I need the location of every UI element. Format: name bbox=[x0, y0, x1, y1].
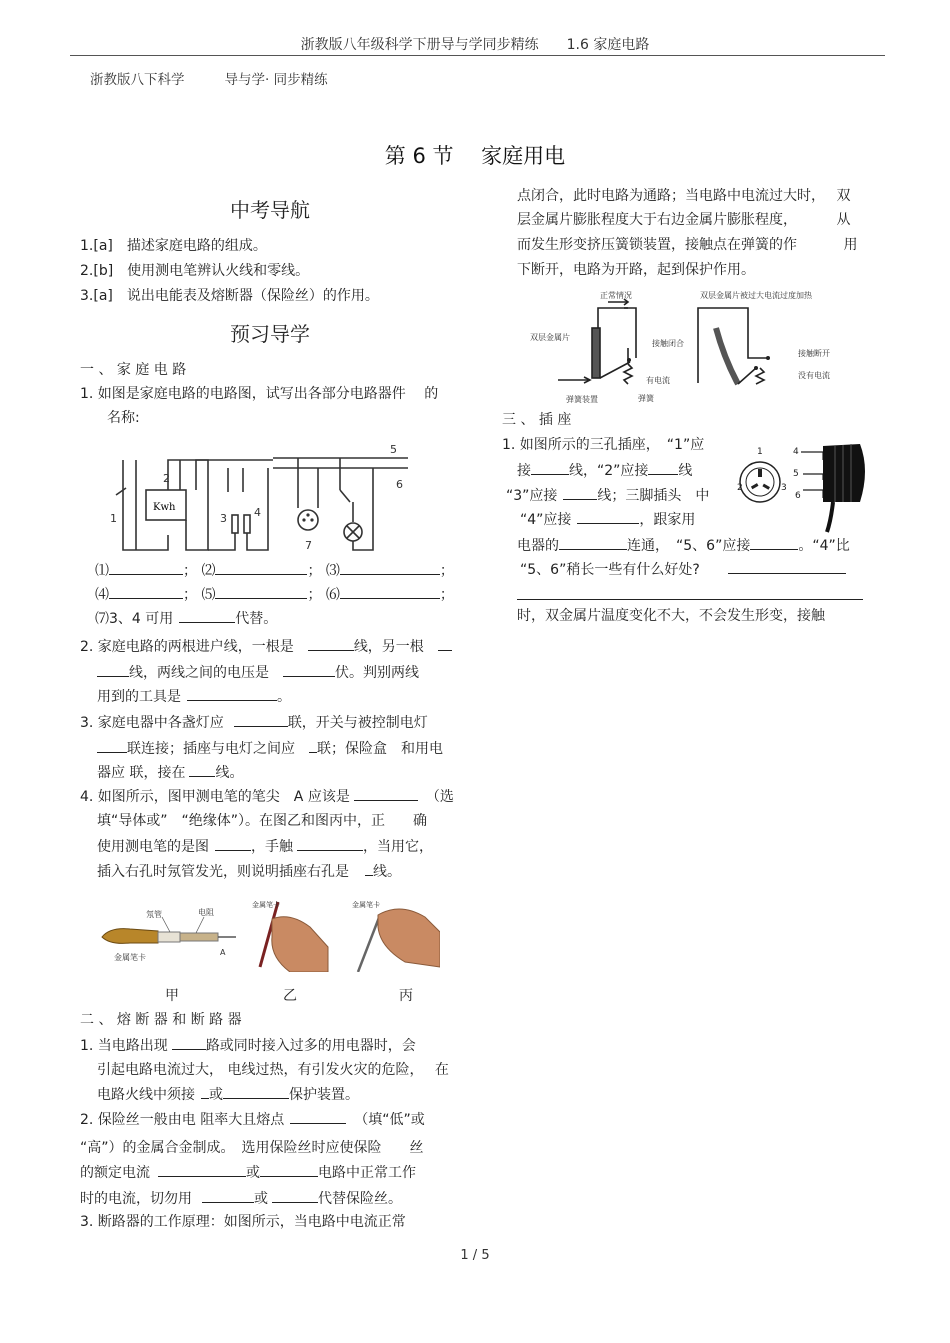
breaker-label-bimetal: 双层金属片 bbox=[530, 333, 570, 342]
text: 线 bbox=[678, 463, 693, 479]
text: 线。 bbox=[215, 765, 244, 781]
test-pen-figure-yi bbox=[250, 897, 330, 972]
fill-2-label: ⑵ bbox=[201, 563, 216, 579]
circuit-diagram bbox=[108, 440, 418, 555]
breaker-label-open: 接触断开 bbox=[798, 349, 830, 358]
text: 路或同时接入过多的用电器时，会 bbox=[205, 1038, 416, 1054]
s1-q3-line3 bbox=[97, 762, 243, 783]
breaker-label-closed: 接触闭合 bbox=[652, 339, 684, 348]
circuit-label-2: 2 bbox=[163, 472, 170, 485]
plug-label-6: 6 bbox=[795, 491, 801, 501]
text: ，跟家用 bbox=[639, 512, 696, 528]
text: 线，两线之间的电压是 bbox=[129, 665, 269, 681]
text: ，手触 bbox=[251, 839, 293, 855]
s2-q1-line3 bbox=[97, 1084, 359, 1105]
test-pen-figure-jia bbox=[100, 905, 240, 967]
breaker-label-normal: 正常情况 bbox=[600, 291, 632, 300]
fill-3-label: ⑶ bbox=[325, 563, 340, 579]
text: 联；保险盒 和用电 bbox=[317, 741, 443, 757]
text: 。“4”比 bbox=[798, 538, 850, 554]
circuit-label-7: 7 bbox=[305, 539, 312, 552]
text: 1. 当电路出现 bbox=[80, 1038, 168, 1054]
text: 用到的工具是 bbox=[97, 689, 181, 705]
s1-q2-line1 bbox=[80, 636, 452, 657]
plug-label-5: 5 bbox=[793, 469, 799, 479]
sub-header bbox=[90, 68, 328, 88]
text: 联连接；插座与电灯之间应 bbox=[127, 741, 295, 757]
s2-q1-line2: 引起电路电流过大， 电线过热，有引发火灾的危险， 在 bbox=[97, 1062, 449, 1078]
fill-row-2 bbox=[95, 584, 454, 605]
s1-q2-line3 bbox=[97, 686, 291, 707]
nav-heading: 中考导航 bbox=[230, 198, 310, 222]
s2-q2-line2: “高”）的金属合金制成。 选用保险丝时应使保险 丝 bbox=[80, 1140, 424, 1156]
semi: ； bbox=[307, 587, 322, 603]
text: 线。 bbox=[373, 864, 401, 880]
s2-q2-line3 bbox=[80, 1162, 416, 1183]
s1-q4-line2: 填“导体或” “绝缘体”）。在图乙和图丙中，正 确 bbox=[97, 813, 428, 829]
text: 。 bbox=[277, 689, 291, 705]
breaker-text-1: 点闭合，此时电路为通路；当电路中电流过大时， 双 bbox=[517, 188, 851, 204]
fill-7-tail: 代替。 bbox=[235, 611, 278, 627]
sub-header-right: 导与学· 同步精练 bbox=[224, 72, 328, 88]
tip-label: A bbox=[220, 948, 226, 957]
section3-heading: 三 、 插 座 bbox=[502, 412, 572, 428]
section2-heading: 二 、 熔 断 器 和 断 路 器 bbox=[80, 1012, 242, 1028]
text: 时的电流，切勿用 bbox=[80, 1191, 192, 1207]
s3-q1-line4 bbox=[520, 509, 695, 530]
preview-heading: 预习导学 bbox=[230, 322, 310, 346]
test-pen-figure-bing bbox=[350, 897, 440, 972]
text: 或 bbox=[246, 1165, 260, 1181]
fill-row-1 bbox=[95, 560, 454, 581]
s1-q2-line2 bbox=[97, 662, 419, 683]
s1-q4-line4 bbox=[97, 861, 401, 882]
text: 插入右孔时氖管发光，则说明插座右孔是 bbox=[97, 864, 349, 880]
page-number: 1 / 5 bbox=[460, 1248, 490, 1263]
s2-q2-line1 bbox=[80, 1109, 425, 1130]
text: 电路中正常工作 bbox=[318, 1165, 416, 1181]
caption-jia: 甲 bbox=[165, 988, 179, 1004]
s1-q3-line2 bbox=[97, 738, 443, 759]
text: ，当用它， bbox=[363, 839, 433, 855]
s3-q1-line3 bbox=[506, 485, 709, 506]
breaker-label-over: 双层金属片被过大电流过度加热 bbox=[700, 291, 812, 300]
socket-label-1: 1 bbox=[757, 447, 763, 457]
s2-q1-line1 bbox=[80, 1035, 416, 1056]
text: 线，“2”应接 bbox=[569, 463, 649, 479]
text: 保护装置。 bbox=[289, 1087, 359, 1103]
breaker-label-spring: 弹簧 bbox=[638, 394, 654, 403]
text: 代替保险丝。 bbox=[318, 1191, 402, 1207]
circuit-label-6: 6 bbox=[396, 478, 403, 491]
text: “4”应接 bbox=[520, 512, 572, 528]
text: 电路火线中须接 bbox=[97, 1087, 195, 1103]
text: 或 bbox=[209, 1087, 223, 1103]
semi: ； bbox=[307, 563, 322, 579]
semi: ； bbox=[439, 587, 454, 603]
fill-6-label: ⑹ bbox=[325, 587, 340, 603]
sub-header-left: 浙教版八下科学 bbox=[90, 72, 185, 88]
fill-5-label: ⑸ bbox=[201, 587, 216, 603]
circuit-label-4: 4 bbox=[254, 506, 261, 519]
plug-label-4: 4 bbox=[793, 447, 799, 457]
answer-line bbox=[517, 599, 863, 600]
socket-label-2: 2 bbox=[737, 483, 743, 493]
text: “3”应接 bbox=[506, 488, 558, 504]
hand-label-yi: 金属笔卡 bbox=[252, 901, 280, 909]
fill-row-3 bbox=[95, 608, 277, 629]
section1-heading: 一 、 家 庭 电 路 bbox=[80, 362, 187, 378]
text: “5、6”稍长一些有什么好处? bbox=[520, 562, 700, 578]
semi: ； bbox=[183, 587, 197, 603]
s3-q1-line5 bbox=[517, 535, 850, 556]
caption-bing: 丙 bbox=[399, 988, 413, 1004]
s3-q1-line7: 时，双金属片温度变化不大，不会发生形变，接触 bbox=[517, 608, 825, 624]
breaker-label-nocurrent: 没有电流 bbox=[798, 371, 830, 380]
fill-1-label: ⑴ bbox=[95, 563, 109, 579]
s1-q1-line2: 名称: bbox=[107, 410, 140, 426]
breaker-label-current: 有电流 bbox=[646, 376, 670, 385]
meter-label: Kwh bbox=[153, 502, 176, 513]
circuit-label-5: 5 bbox=[390, 443, 397, 456]
s1-q1-line1: 1. 如图是家庭电路的电路图，试写出各部分电路器件 的 bbox=[80, 386, 439, 402]
page-title: 第 6 节 家庭用电 bbox=[384, 144, 566, 168]
nav-item-2: 2.[b] 使用测电笔辨认火线和零线。 bbox=[80, 263, 310, 279]
cap-label: 金属笔卡 bbox=[114, 953, 146, 962]
header-rule bbox=[70, 55, 885, 56]
nav-item-3: 3.[a] 说出电能表及熔断器（保险丝）的作用。 bbox=[80, 288, 379, 304]
semi: ； bbox=[183, 563, 197, 579]
nav-item-1: 1.[a] 描述家庭电路的组成。 bbox=[80, 238, 267, 254]
text: 接 bbox=[517, 463, 531, 479]
fill-4-label: ⑷ bbox=[95, 587, 109, 603]
breaker-text-2: 层金属片膨胀程度大于右边金属片膨胀程度， 从 bbox=[517, 212, 851, 228]
socket-plug-figure bbox=[735, 440, 875, 535]
text: 或 bbox=[254, 1191, 268, 1207]
s1-q4-line3 bbox=[97, 836, 433, 857]
text: 联，开关与被控制电灯 bbox=[287, 715, 428, 731]
text: 电器的 bbox=[517, 538, 559, 554]
fill-7-label: ⑺3、4 可用 bbox=[95, 611, 174, 627]
s2-q2-line4 bbox=[80, 1188, 402, 1209]
breaker-label-lock: 弹簧装置 bbox=[566, 395, 598, 404]
text: 2. 家庭电路的两根进户线，一根是 bbox=[80, 639, 294, 655]
circuit-label-3: 3 bbox=[220, 512, 227, 525]
breaker-diagram bbox=[528, 288, 848, 406]
text: （选 bbox=[425, 789, 454, 805]
s3-q1-line6 bbox=[520, 559, 846, 580]
text: 使用测电笔的是图 bbox=[97, 839, 209, 855]
neon-label: 氖管 bbox=[146, 910, 162, 919]
text: 线；三脚插头 中 bbox=[597, 488, 710, 504]
resistor-label: 电阻 bbox=[198, 908, 214, 917]
s1-q3-line1 bbox=[80, 712, 428, 733]
circuit-label-1: 1 bbox=[110, 512, 117, 525]
s1-q4-line1 bbox=[80, 786, 454, 807]
breaker-text-4: 下断开，电路为开路，起到保护作用。 bbox=[517, 262, 755, 278]
running-header: 浙教版八年级科学下册导与学同步精练 1.6 家庭电路 bbox=[300, 37, 650, 53]
s3-q1-line1: 1. 如图所示的三孔插座， “1”应 bbox=[502, 437, 705, 453]
text: 伏。判别两线 bbox=[335, 665, 419, 681]
text: （填“低”或 bbox=[354, 1112, 425, 1128]
breaker-text-3: 而发生形变挤压簧锁装置，接触点在弹簧的作 用 bbox=[517, 237, 858, 253]
s3-q1-line2 bbox=[517, 460, 692, 481]
socket-label-3: 3 bbox=[781, 483, 787, 493]
text: 连通， “5、6”应接 bbox=[627, 538, 751, 554]
text: 4. 如图所示，图甲测电笔的笔尖 A 应该是 bbox=[80, 789, 350, 805]
text: 线，另一根 bbox=[353, 639, 424, 655]
text: 器应 联，接在 bbox=[97, 765, 186, 781]
caption-yi: 乙 bbox=[283, 988, 297, 1004]
text: 2. 保险丝一般由电 阻率大且熔点 bbox=[80, 1112, 285, 1128]
text: 3. 家庭电器中各盏灯应 bbox=[80, 715, 224, 731]
s2-q3-line1: 3. 断路器的工作原理：如图所示，当电路中电流正常 bbox=[80, 1214, 406, 1230]
hand-label-bing: 金属笔卡 bbox=[352, 901, 380, 909]
semi: ； bbox=[439, 563, 454, 579]
text: 的额定电流 bbox=[80, 1165, 150, 1181]
